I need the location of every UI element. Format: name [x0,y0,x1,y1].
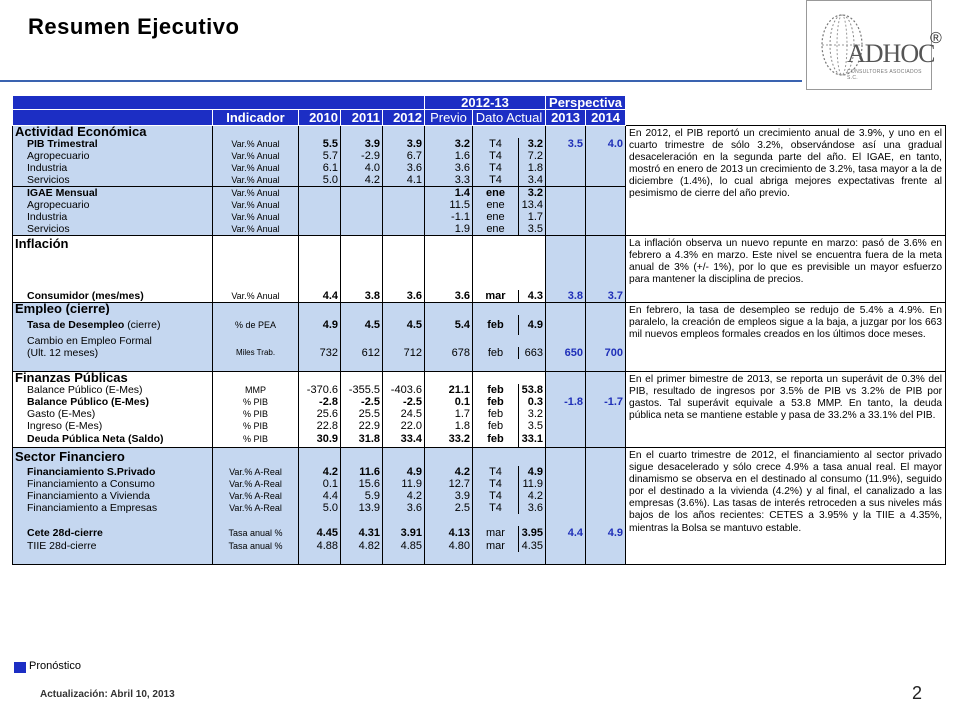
table-row: Servicios Var.% Anual 1.9 ene 3.5 [13,223,946,236]
comment-inflacion: La inflación observa un nuevo repunte en marzo: pasó de 3.6% en febrero a 4.3% en marzo. Este nivel se encuentra fuera de la meta anual de 3% (+/- 1%), por lo que es previsible un mayor esfuerzo para mantener la disciplina de precios. [626,236,946,303]
table-row: Consumidor (mes/mes) Var.% Anual 4.4 3.8 3.6 3.6 mar 4.3 3.8 3.7 [13,290,946,303]
table-row: TIIE 28d-cierre Tasa anual % 4.88 4.82 4.85 4.80 mar 4.35 [13,540,946,552]
legend-label: Pronóstico [29,660,81,672]
header-indicador: Indicador [213,110,299,126]
table-row: Agropecuario Var.% Anual 11.5 ene 13.4 [13,199,946,211]
table-row: Balance Público (E-Mes) % PIB -2.8 -2.5 -2.5 0.1 feb 0.3 -1.8 -1.7 [13,396,946,408]
table-row: Financiamiento a Empresas Var.% A-Real 5.0 13.9 3.6 2.5 T4 3.6 [13,502,946,514]
table-row: Financiamiento S.Privado Var.% A-Real 4.2 11.6 4.9 4.2 T4 4.9 [13,466,946,478]
page-number: 2 [912,683,923,703]
header-2014: 2014 [586,110,626,126]
table-row: Ingreso (E-Mes) % PIB 22.8 22.9 22.0 1.8 feb 3.5 [13,420,946,432]
section-title-inflacion: Inflación [13,236,213,290]
update-date: Actualización: Abril 10, 2013 [40,689,175,700]
section-title-finanzas: Finanzas Públicas [13,371,213,384]
comment-finanzas: En el primer bimestre de 2013, se reporta un superávit de 0.3% del PIB, resultado de ingresos por 3.5% de PIB vs 3.2% de PIB por gastos. Tal superávit equivale a 53.8 MMP. En tanto, la deuda pública neta se mantiene estable y pasa de 33.2% a 33.1% del PIB. [626,371,946,448]
table-row: Gasto (E-Mes) % PIB 25.6 25.5 24.5 1.7 feb 3.2 [13,408,946,420]
comment-empleo: En febrero, la tasa de desempleo se redujo de 5.4% a 4.9%. En paralelo, la creación de empleos sigue a la baja, a juzgar por los 663 mil nuevos empleos formales creados en los últimos doce meses. [626,302,946,371]
table-row: IGAE Mensual Var.% Anual 1.4 ene 3.2 [13,187,946,200]
table-row: Financiamiento a Vivienda Var.% A-Real 4.4 5.9 4.2 3.9 T4 4.2 [13,490,946,502]
table-row: Financiamiento a Consumo Var.% A-Real 0.1 15.6 11.9 12.7 T4 11.9 [13,478,946,490]
table-row: PIB Trimestral Var.% Anual 5.5 3.9 3.9 3.2 T4 3.2 3.5 4.0 [13,138,946,150]
section-title-financiero: Sector Financiero [13,448,213,466]
page-title: Resumen Ejecutivo [28,14,240,39]
comment-financiero: En el cuarto trimestre de 2012, el financiamiento al sector privado sigue desacelerado y sólo crece 4.9% a tasa anual real. El mayor dinamismo se observa en el destinado al consumo (11.9%), seguido por el destinado a la vivienda (4.2%) y al final, el canalizado a las empresas (3.6%). Las tasas de interés retroceden a sus niveles más bajos de los años recientes: CETES a 3.95% y la TIIE a 4.35%, mientras la Bolsa se mantuvo estable. [626,448,946,565]
header-previo: Previo [425,110,473,126]
table-row: Cete 28d-cierre Tasa anual % 4.45 4.31 3.91 4.13 mar 3.95 4.4 4.9 [13,526,946,540]
table-row: Industria Var.% Anual -1.1 ene 1.7 [13,211,946,223]
header-dato-actual: Dato Actual [473,110,546,126]
table-row: Tasa de Desempleo (cierre) % de PEA 4.9 4.5 4.5 5.4 feb 4.9 [13,315,946,335]
title-divider [0,80,802,82]
table-row: Industria Var.% Anual 6.1 4.0 3.6 3.6 T4 1.8 [13,162,946,174]
table-row: Servicios Var.% Anual 5.0 4.2 4.1 3.3 T4 3.4 [13,174,946,187]
logo-subtitle: CONSULTORES ASOCIADOS S.C. [847,69,922,81]
section-title-empleo: Empleo (cierre) [13,302,213,315]
header-2012: 2012 [383,110,425,126]
table-row: Agropecuario Var.% Anual 5.7 -2.9 6.7 1.6 T4 7.2 [13,150,946,162]
table-row: Deuda Pública Neta (Saldo) % PIB 30.9 31.8 33.4 33.2 feb 33.1 [13,432,946,448]
registered-mark: ® [930,30,942,47]
table-row: Balance Público (E-Mes) MMP -370.6 -355.5 -403.6 21.1 feb 53.8 [13,384,946,396]
section-title-actividad: Actividad Económica [13,126,213,139]
logo-wordmark: ADHOC [847,39,935,68]
table-row: (Ult. 12 meses) Miles Trab. 732 612 712 678 feb 663 650 700 [13,347,946,359]
summary-table: 2012-13 Perspectiva Indicador 2010 2011 2012 Previo Dato Actual 2013 2014 Actividad Económica En 2012, el PIB reportó un crecimiento anual de 3.9%, y uno en el cuarto trimestre de sólo 3.2%, observándose así una gradual desaceleración en la segunda parte del año. El IGAE, en tanto, mostró en enero de 2013 un crecimiento de 3.2%, tasa mayor a la de diciembre (1.4%), lo cual abriga mejores expectativas frente al pesimismo de cierre del año previo. PIB Trimestral Var.% Anual 5.5 3.9 3.9 3.2 T4 3.2 3.5 4.0 Agropecuario Var.% Anual 5.7 -2.9 6.7 1.6 T4 7.2 Industria Var.% Anual 6.1 4.0 3.6 3.6 T4 1.8 Servicios Var.% Anual 5.0 4.2 4.1 3.3 T4 3.4 IGAE Mensual Var.% Anual 1.4 ene 3.2 Agropecuario Var.% Anual 11.5 ene 13.4 Industria Var.% Anual -1.1 ene 1.7 Servicios Var.% Anual 1.9 ene 3.5 Inflación La inflación observa un nuevo repunte en marzo: pasó de 3.6% en febrero a 4.3% en marzo. Este nivel se encuentra fuera de la meta anual de 3% (+/- 1%), por lo que es previsible un mayor esfuerzo para mantener la disciplina de precios. Consumidor (mes/mes) Var.% Anual 4.4 3.8 3.6 3.6 mar 4.3 3.8 3.7 Empleo (cierre) En febrero, la tasa de desempleo se redujo de 5.4% a 4.9%. En paralelo, la creación de empleos sigue a la baja, a juzgar por los 663 mil nuevos empleos formales creados en los últimos doce meses. Tasa de Desempleo (cierre) % de PEA 4.9 4.5 4.5 5.4 feb 4.9 Cambio en Empleo Formal (Ult. 12 meses) Miles Trab. 732 612 712 678 feb 663 650 700 Finanzas Públicas En el primer bimestre de 2013, se reporta un superávit de 0.3% del PIB, resultado de ingresos por 3.5% de PIB vs 3.2% de PIB por gastos. Tal superávit equivale a 53.8 MMP. En tanto, la deuda pública neta se mantiene estable y pasa de 33.2% a 33.1% del PIB. Balance Público (E-Mes) MMP -370.6 -355.5 -403.6 21.1 feb 53.8 Balance Público (E-Mes) % PIB -2.8 -2.5 -2.5 0.1 feb 0.3 -1.8 -1.7 Gasto (E-Mes) % PIB 25.6 25.5 24.5 1.7 feb 3.2 Ingreso (E-Mes) % PIB 22.8 22.9 22.0 1.8 feb 3.5 Deuda Pública Neta (Saldo) % PIB 30.9 31.8 33.4 33.2 feb 33.1 Sector Financiero En el cuarto trimestre de 2012, el financiamiento al sector privado sigue desacelerado y sólo crece 4.9% a tasa anual real. El mayor dinamismo se observa en el destinado al consumo (11.9%), seguido por el destinado a la vivienda (4.2%) y al final, el canalizado a las empresas (3.6%). Las tasas de interés retroceden a sus niveles más bajos de los años recientes: CETES a 3.95% y la TIIE a 4.35%, mientras la Bolsa se mantuvo estable. Financiamiento S.Privado Var.% A-Real 4.2 11.6 4.9 4.2 T4 4.9 Financiamiento a Consumo Var.% A-Real 0.1 15.6 11.9 12.7 T4 11.9 Financiamiento a Vivienda Var.% A-Real 4.4 5.9 4.2 3.9 T4 4.2 Financiamiento a Empresas Var.% A-Real 5.0 13.9 3.6 2.5 T4 3.6 Cete 28d-cierre Tasa anual % 4.45 4.31 3.91 4.13 mar 3.95 4.4 4.9 TIIE 28d-cierre Tasa anual % 4.88 4.82 4.85 4.80 mar 4.35 [12,95,945,565]
header-2010: 2010 [299,110,341,126]
header-group-2012-13: 2012-13 [425,96,546,110]
header-2011: 2011 [341,110,383,126]
header-2013: 2013 [546,110,586,126]
header-group-perspectiva: Perspectiva [546,96,626,110]
header-blank [13,96,425,110]
adhoc-logo [806,0,935,90]
comment-actividad: En 2012, el PIB reportó un crecimiento anual de 3.9%, y uno en el cuarto trimestre de sólo 3.2%, observándose así una gradual desaceleración en la segunda parte del año. El IGAE, en tanto, mostró en enero de 2013 un crecimiento de 3.2%, tasa mayor a la de diciembre (1.4%), lo cual abriga mejores expectativas frente al pesimismo de cierre del año previo. [626,126,946,236]
forecast-swatch [14,662,26,673]
